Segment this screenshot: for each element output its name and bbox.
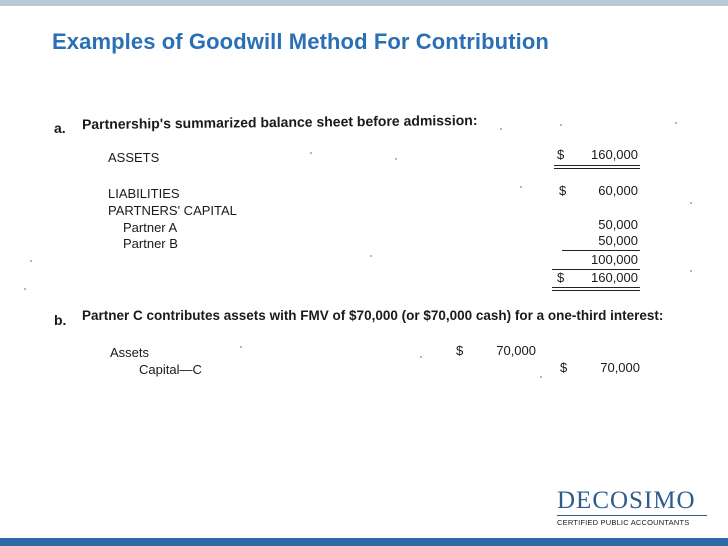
- assets-value: 160,000: [591, 147, 638, 162]
- scan-speck: [420, 356, 422, 358]
- scan-speck: [690, 270, 692, 272]
- contribution-assets-label: Assets: [110, 345, 150, 360]
- scan-speck: [395, 158, 397, 160]
- assets-label: ASSETS: [108, 150, 160, 165]
- section-a-label: a.: [54, 120, 66, 136]
- capital-c-label: Capital—C: [139, 362, 202, 377]
- scan-speck: [370, 255, 372, 257]
- top-accent-bar: [0, 0, 728, 6]
- scan-speck: [240, 346, 242, 348]
- total-value: 160,000: [591, 270, 638, 285]
- scan-speck: [500, 128, 502, 130]
- contribution-assets-dollar: $: [456, 343, 464, 358]
- partner-b-label: Partner B: [123, 236, 178, 251]
- section-a-heading: Partnership's summarized balance sheet before admission:: [81, 111, 478, 133]
- total-underline-2: [552, 290, 640, 291]
- decosimo-logo: [557, 488, 707, 527]
- bottom-accent-bar: [0, 538, 728, 546]
- contribution-assets-value: 70,000: [496, 343, 536, 358]
- scan-speck: [675, 122, 677, 124]
- slide-title: Examples of Goodwill Method For Contribution: [52, 29, 549, 54]
- scanned-example: [0, 100, 728, 400]
- scan-speck: [560, 124, 562, 126]
- scan-speck: [540, 376, 542, 378]
- capital-c-value: 70,000: [600, 360, 640, 375]
- scan-speck: [520, 186, 522, 188]
- partner-a-label: Partner A: [123, 220, 178, 235]
- partner-a-value: 50,000: [598, 217, 638, 232]
- assets-underline-1: [554, 165, 640, 166]
- capital-c-dollar: $: [560, 360, 568, 375]
- partners-capital-label: PARTNERS' CAPITAL: [108, 203, 237, 218]
- section-b-label: b.: [54, 312, 67, 328]
- logo-name: DECOSIMO: [557, 487, 696, 514]
- assets-underline-2: [554, 168, 640, 169]
- liabilities-dollar: $: [559, 183, 567, 198]
- liabilities-value: 60,000: [598, 183, 638, 198]
- partner-b-underline: [562, 250, 640, 251]
- scan-speck: [310, 152, 312, 154]
- capital-total-value: 100,000: [591, 252, 638, 267]
- total-dollar: $: [557, 270, 565, 285]
- scan-speck: [30, 260, 32, 262]
- total-underline-1: [552, 287, 640, 288]
- liabilities-label: LIABILITIES: [108, 186, 180, 201]
- logo-tagline: CERTIFIED PUBLIC ACCOUNTANTS: [557, 515, 707, 527]
- partner-b-value: 50,000: [598, 233, 638, 248]
- scan-speck: [24, 288, 26, 290]
- scan-speck: [690, 202, 692, 204]
- section-b-heading: Partner C contributes assets with FMV of $70,000 (or $70,000 cash) for a one-third interest:: [82, 308, 664, 323]
- assets-dollar: $: [557, 147, 565, 162]
